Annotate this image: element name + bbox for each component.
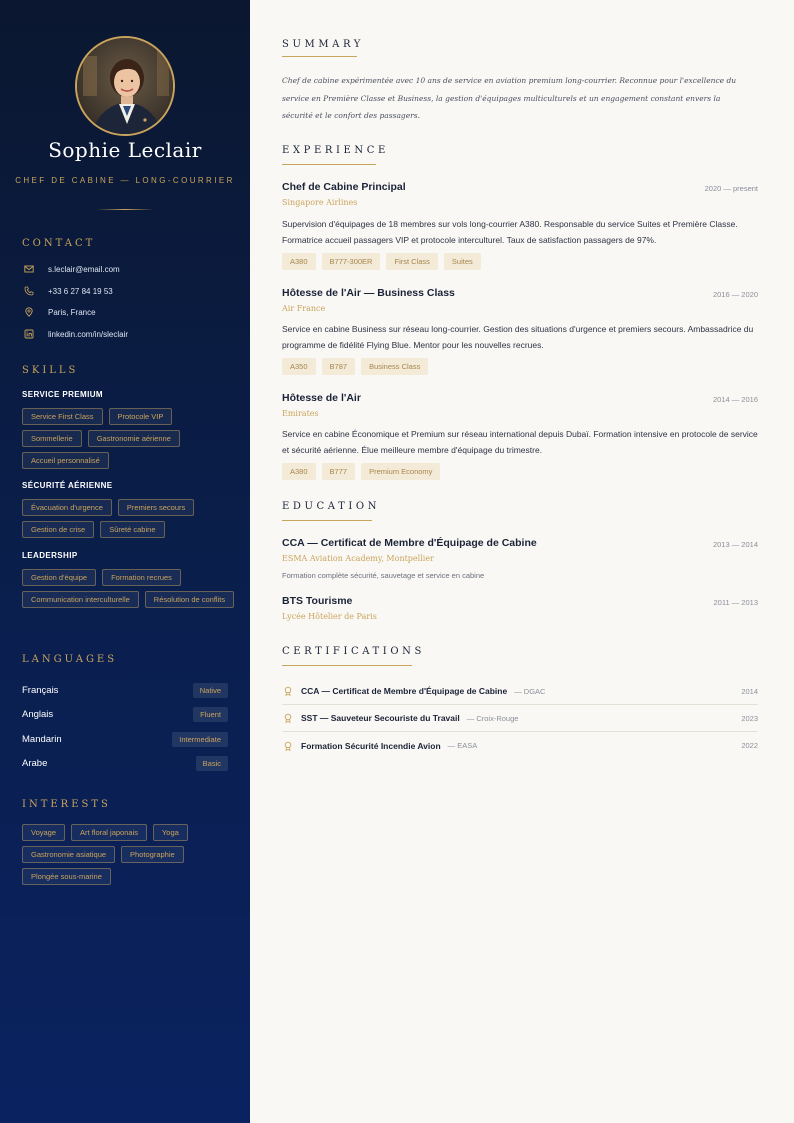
job-tag: Premium Economy	[361, 463, 440, 480]
skill-chip: Sommellerie	[22, 430, 82, 447]
certification-issuer: — DGAC	[514, 686, 546, 696]
language-name: Arabe	[22, 757, 48, 769]
skill-chips-leadership	[22, 569, 237, 608]
interest-chip: Plongée sous-marine	[22, 868, 111, 885]
certification-issuer: — Croix-Rouge	[466, 713, 519, 723]
job-tag: B777	[322, 463, 356, 480]
job-company: Singapore Airlines	[282, 198, 358, 207]
certifications-heading: CERTIFICATIONS	[282, 646, 425, 657]
languages-heading: LANGUAGES	[22, 654, 118, 665]
certification-name: Formation Sécurité Incendie Avion	[301, 740, 441, 751]
interest-chips	[22, 824, 237, 885]
divider	[96, 209, 154, 210]
job-tag: B777-300ER	[322, 253, 381, 270]
skills-heading: SKILLS	[22, 365, 79, 376]
skill-group-title: SERVICE PREMIUM	[22, 390, 103, 399]
contact-location	[22, 305, 96, 319]
language-row	[22, 731, 228, 747]
language-name: Français	[22, 684, 59, 696]
linkedin-icon	[22, 327, 36, 341]
skill-chips-service	[22, 408, 237, 469]
heading-rule	[282, 164, 376, 165]
skill-chip: Sûreté cabine	[100, 521, 164, 538]
education-title: BTS Tourisme	[282, 595, 353, 607]
job-tag: B787	[322, 358, 356, 375]
education-school: Lycée Hôtelier de Paris	[282, 612, 377, 621]
contact-linkedin[interactable]	[22, 327, 128, 341]
interest-chip: Photographie	[121, 846, 184, 863]
contact-location-text: Paris, France	[48, 307, 96, 317]
sidebar	[0, 0, 250, 1123]
job-tag: Suites	[444, 253, 481, 270]
skill-chip: Communication interculturelle	[22, 591, 139, 608]
certification-year: 2023	[741, 713, 758, 723]
certification-year: 2022	[741, 741, 758, 750]
job-company: Air France	[282, 304, 326, 313]
language-name: Anglais	[22, 708, 54, 720]
education-date: 2013 — 2014	[712, 540, 758, 549]
job-title: Hôtesse de l'Air	[282, 392, 361, 404]
certification-row	[282, 732, 758, 759]
job-description: Service en cabine Business sur réseau long-courrier. Gestion des situations d'urgence et premiers secours. Ambassadrice du programme de fidélité Flying Blue. Mentor pour les nouvelles recrues.	[282, 324, 754, 350]
skill-chip: Évacuation d'urgence	[22, 499, 112, 516]
job-tags	[282, 463, 440, 480]
profile-photo	[75, 36, 175, 136]
language-row	[22, 755, 228, 771]
job-description: Service en cabine Économique et Premium sur réseau international depuis Dubaï. Formation intensive en protocole de service et sécurité aérienne. Élue meilleure membre d'équipage du trimestre.	[282, 429, 758, 455]
award-icon	[282, 712, 294, 724]
contact-phone[interactable]	[22, 284, 113, 298]
skill-chip: Protocole VIP	[109, 408, 173, 425]
job-tag: A380	[282, 253, 316, 270]
location-pin-icon	[22, 305, 36, 319]
certification-name: CCA — Certificat de Membre d'Équipage de Cabine	[301, 686, 508, 696]
certification-row	[282, 678, 758, 705]
skill-chip: Formation recrues	[102, 569, 181, 586]
job-tag: A350	[282, 358, 316, 375]
contact-linkedin-text: linkedin.com/in/sleclair	[48, 329, 129, 339]
education-note: Formation complète sécurité, sauvetage et service en cabine	[282, 571, 485, 580]
summary-heading: SUMMARY	[282, 39, 365, 50]
language-name: Mandarin	[22, 733, 62, 745]
award-icon	[282, 685, 294, 697]
skill-chip: Premiers secours	[118, 499, 194, 516]
job-title: Hôtesse de l'Air — Business Class	[282, 287, 455, 299]
interest-chip: Voyage	[22, 824, 65, 841]
experience-heading: EXPERIENCE	[282, 145, 389, 156]
certification-year: 2014	[741, 686, 758, 696]
language-row	[22, 682, 228, 698]
certification-row	[282, 705, 758, 732]
job-tag: Business Class	[361, 358, 428, 375]
award-icon	[282, 740, 294, 752]
certification-name: SST — Sauveteur Secouriste du Travail	[301, 713, 460, 723]
contact-email-text: s.leclair@email.com	[48, 264, 120, 274]
job-tag: A380	[282, 463, 316, 480]
language-level-badge: Native	[193, 683, 228, 698]
profile-role: CHEF DE CABINE — LONG-COURRIER	[15, 176, 235, 185]
skill-chip: Gastronomie aérienne	[88, 430, 180, 447]
skill-chip: Service First Class	[22, 408, 103, 425]
job-date: 2016 — 2020	[712, 290, 758, 299]
language-row	[22, 706, 228, 722]
contact-phone-text: +33 6 27 84 19 53	[48, 286, 113, 296]
education-school: ESMA Aviation Academy, Montpellier	[282, 554, 434, 563]
summary-text: Chef de cabine expérimentée avec 10 ans de service en aviation premium long-courrier. Reconnue pour l'excellence du service en Première Classe et Business, la gestion d'équipages multiculturels et un engagement constant envers la sécurité et le confort des passagers.	[282, 76, 737, 120]
job-date: 2020 — present	[704, 184, 758, 193]
skill-chip: Gestion de crise	[22, 521, 94, 538]
mail-icon	[22, 262, 36, 276]
contact-heading: CONTACT	[22, 238, 96, 249]
job-description: Supervision d'équipages de 18 membres sur vols long-courrier A380. Responsable du service Suites et Première Classe. Formatrice accueil passagers VIP et protocole interculturel. Taux de satisfaction passagers de 97%.	[282, 219, 738, 245]
interest-chip: Gastronomie asiatique	[22, 846, 115, 863]
heading-rule	[282, 520, 372, 521]
education-heading: EDUCATION	[282, 501, 381, 512]
job-company: Emirates	[282, 409, 319, 418]
skill-group-title: SÉCURITÉ AÉRIENNE	[22, 481, 113, 490]
education-date: 2011 — 2013	[713, 598, 758, 607]
job-tags	[282, 358, 428, 375]
skill-chips-security	[22, 499, 237, 538]
education-title: CCA — Certificat de Membre d'Équipage de Cabine	[282, 537, 537, 549]
interest-chip: Art floral japonais	[71, 824, 147, 841]
certification-issuer: — EASA	[447, 741, 478, 750]
job-date: 2014 — 2016	[712, 395, 758, 404]
phone-icon	[22, 284, 36, 298]
job-tag: First Class	[386, 253, 437, 270]
skill-chip: Résolution de conflits	[145, 591, 234, 608]
language-level-badge: Fluent	[193, 707, 228, 722]
skill-chip: Gestion d'équipe	[22, 569, 96, 586]
interests-heading: INTERESTS	[22, 799, 111, 810]
contact-email[interactable]	[22, 262, 120, 276]
heading-rule	[282, 56, 357, 57]
skill-group-title: LEADERSHIP	[22, 551, 78, 560]
language-level-badge: Basic	[196, 756, 228, 771]
job-tags	[282, 253, 481, 270]
interest-chip: Yoga	[153, 824, 188, 841]
language-level-badge: Intermediate	[172, 732, 228, 747]
skill-chip: Accueil personnalisé	[22, 452, 109, 469]
job-title: Chef de Cabine Principal	[282, 181, 406, 193]
heading-rule	[282, 665, 412, 666]
profile-name: Sophie Leclair	[48, 138, 202, 162]
